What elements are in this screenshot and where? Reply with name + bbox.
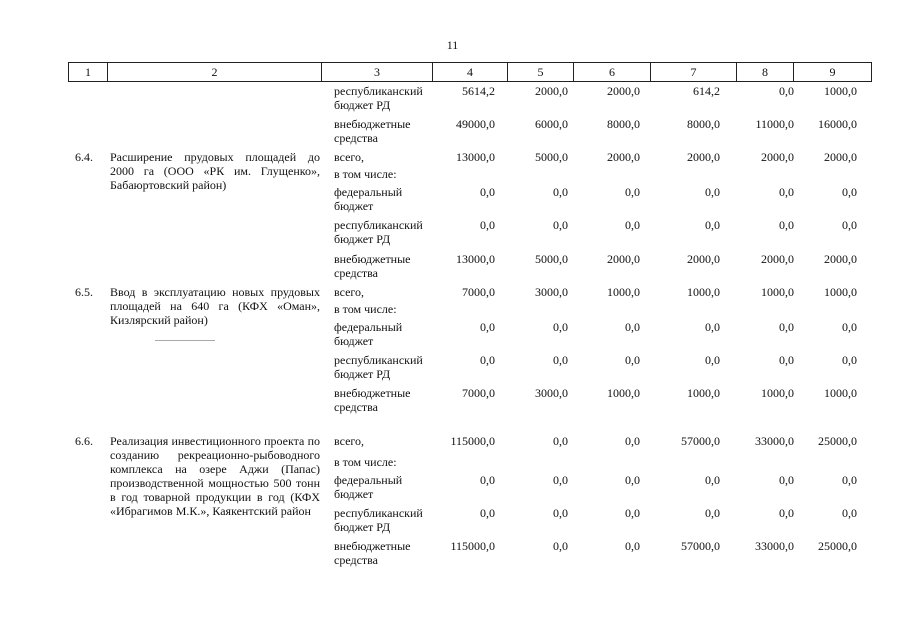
row-label: федеральный бюджет bbox=[334, 185, 403, 213]
table-cell: 0,0 bbox=[625, 353, 640, 367]
table-cell: 0,0 bbox=[842, 506, 857, 520]
table-cell: 0,0 bbox=[705, 353, 720, 367]
row-label: в том числе: bbox=[334, 302, 397, 316]
table-cell: 8000,0 bbox=[687, 117, 720, 131]
header-col-4: 4 bbox=[433, 63, 508, 81]
table-cell: 0,0 bbox=[480, 473, 495, 487]
row-label: республиканский бюджет РД bbox=[334, 218, 423, 246]
header-col-3: 3 bbox=[322, 63, 433, 81]
header-col-8: 8 bbox=[737, 63, 794, 81]
table-header bbox=[68, 62, 872, 82]
table-cell: 0,0 bbox=[842, 353, 857, 367]
table-cell: 1000,0 bbox=[824, 386, 857, 400]
table-cell: 0,0 bbox=[779, 84, 794, 98]
table-cell: 1000,0 bbox=[824, 84, 857, 98]
table-cell: 0,0 bbox=[842, 320, 857, 334]
row-label: федеральный бюджет bbox=[334, 320, 403, 348]
table-cell: 2000,0 bbox=[535, 84, 568, 98]
table-cell: 5000,0 bbox=[535, 252, 568, 266]
table-cell: 115000,0 bbox=[450, 434, 495, 448]
table-cell: 13000,0 bbox=[456, 252, 495, 266]
table-cell: 2000,0 bbox=[607, 252, 640, 266]
row-label: федеральный бюджет bbox=[334, 473, 403, 501]
row-label: республиканский бюджет РД bbox=[334, 506, 423, 534]
table-cell: 0,0 bbox=[705, 320, 720, 334]
scan-mark bbox=[155, 340, 215, 341]
table-cell: 0,0 bbox=[705, 185, 720, 199]
table-cell: 1000,0 bbox=[607, 386, 640, 400]
table-cell: 0,0 bbox=[480, 353, 495, 367]
row-label: в том числе: bbox=[334, 455, 397, 469]
table-cell: 7000,0 bbox=[462, 386, 495, 400]
table-cell: 0,0 bbox=[553, 185, 568, 199]
table-cell: 0,0 bbox=[779, 353, 794, 367]
table-cell: 11000,0 bbox=[755, 117, 794, 131]
item-description: Ввод в эксплуатацию новых прудовых площадей на 640 га (КФХ «Оман», Кизлярский район) bbox=[110, 285, 320, 327]
table-cell: 0,0 bbox=[779, 320, 794, 334]
table-cell: 25000,0 bbox=[818, 434, 857, 448]
table-cell: 2000,0 bbox=[761, 150, 794, 164]
item-description: Расширение прудовых площадей до 2000 га (ООО «РК им. Глущенко», Бабаюртовский район) bbox=[110, 150, 320, 192]
row-label: в том числе: bbox=[334, 167, 397, 181]
table-cell: 0,0 bbox=[480, 218, 495, 232]
table-cell: 1000,0 bbox=[687, 285, 720, 299]
table-cell: 2000,0 bbox=[607, 84, 640, 98]
table-cell: 0,0 bbox=[625, 434, 640, 448]
header-col-9: 9 bbox=[829, 65, 836, 79]
table-cell: 2000,0 bbox=[761, 252, 794, 266]
table-cell: 1000,0 bbox=[761, 386, 794, 400]
table-cell: 0,0 bbox=[779, 185, 794, 199]
table-cell: 6000,0 bbox=[535, 117, 568, 131]
header-col-6: 6 bbox=[574, 63, 651, 81]
table-cell: 0,0 bbox=[625, 539, 640, 553]
item-number: 6.4. bbox=[75, 150, 93, 164]
header-col-5: 5 bbox=[508, 63, 574, 81]
table-cell: 13000,0 bbox=[456, 150, 495, 164]
row-label: внебюджетные средства bbox=[334, 252, 411, 280]
table-cell: 0,0 bbox=[779, 218, 794, 232]
table-cell: 33000,0 bbox=[755, 434, 794, 448]
table-cell: 2000,0 bbox=[687, 252, 720, 266]
table-cell: 0,0 bbox=[480, 185, 495, 199]
row-label: всего, bbox=[334, 150, 365, 164]
table-cell: 16000,0 bbox=[818, 117, 857, 131]
table-cell: 8000,0 bbox=[607, 117, 640, 131]
table-cell: 2000,0 bbox=[824, 150, 857, 164]
table-cell: 33000,0 bbox=[755, 539, 794, 553]
table-cell: 1000,0 bbox=[761, 285, 794, 299]
table-cell: 0,0 bbox=[625, 506, 640, 520]
row-label: республиканский бюджет РД bbox=[334, 353, 423, 381]
table-cell: 25000,0 bbox=[818, 539, 857, 553]
table-cell: 0,0 bbox=[553, 353, 568, 367]
table-cell: 614,2 bbox=[693, 84, 720, 98]
table-cell: 3000,0 bbox=[535, 285, 568, 299]
table-cell: 115000,0 bbox=[450, 539, 495, 553]
page-number: 11 bbox=[446, 38, 459, 52]
table-cell: 0,0 bbox=[705, 506, 720, 520]
table-cell: 0,0 bbox=[553, 539, 568, 553]
table-cell: 0,0 bbox=[842, 218, 857, 232]
row-label: внебюджетные средства bbox=[334, 386, 411, 414]
item-number: 6.6. bbox=[75, 434, 93, 448]
table-cell: 3000,0 bbox=[535, 386, 568, 400]
row-label: внебюджетные средства bbox=[334, 539, 411, 567]
table-cell: 57000,0 bbox=[681, 434, 720, 448]
table-cell: 0,0 bbox=[480, 320, 495, 334]
header-col-2: 2 bbox=[108, 63, 322, 81]
table-cell: 1000,0 bbox=[607, 285, 640, 299]
table-cell: 1000,0 bbox=[687, 386, 720, 400]
table-cell: 0,0 bbox=[553, 506, 568, 520]
table-cell: 0,0 bbox=[779, 506, 794, 520]
item-number: 6.5. bbox=[75, 285, 93, 299]
table-cell: 0,0 bbox=[625, 320, 640, 334]
row-label: внебюджетные средства bbox=[334, 117, 411, 145]
table-cell: 0,0 bbox=[553, 218, 568, 232]
table-cell: 0,0 bbox=[779, 473, 794, 487]
table-cell: 0,0 bbox=[625, 218, 640, 232]
table-cell: 0,0 bbox=[553, 434, 568, 448]
table-cell: 57000,0 bbox=[681, 539, 720, 553]
table-cell: 0,0 bbox=[553, 473, 568, 487]
header-col-7: 7 bbox=[651, 63, 737, 81]
table-cell: 2000,0 bbox=[687, 150, 720, 164]
table-cell: 0,0 bbox=[842, 185, 857, 199]
table-cell: 0,0 bbox=[553, 320, 568, 334]
table-cell: 0,0 bbox=[625, 185, 640, 199]
table-cell: 0,0 bbox=[705, 473, 720, 487]
table-cell: 5614,2 bbox=[462, 84, 495, 98]
row-label: всего, bbox=[334, 285, 365, 299]
header-col-1: 1 bbox=[69, 63, 108, 81]
table-cell: 0,0 bbox=[625, 473, 640, 487]
row-label: всего, bbox=[334, 434, 365, 448]
table-cell: 2000,0 bbox=[824, 252, 857, 266]
table-cell: 0,0 bbox=[842, 473, 857, 487]
table-cell: 5000,0 bbox=[535, 150, 568, 164]
table-cell: 0,0 bbox=[480, 506, 495, 520]
table-cell: 0,0 bbox=[705, 218, 720, 232]
item-description: Реализация инвестиционного проекта по созданию рекреационно-рыбоводного комплекса на озере Аджи (Папас) производственной мощностью 500 тонн в год товарной продукции в год (КФХ «Ибрагимов М.К.», Каякентский район bbox=[110, 434, 320, 518]
table-cell: 7000,0 bbox=[462, 285, 495, 299]
table-cell: 1000,0 bbox=[824, 285, 857, 299]
row-label: республиканский бюджет РД bbox=[334, 84, 423, 112]
table-cell: 2000,0 bbox=[607, 150, 640, 164]
table-cell: 49000,0 bbox=[456, 117, 495, 131]
